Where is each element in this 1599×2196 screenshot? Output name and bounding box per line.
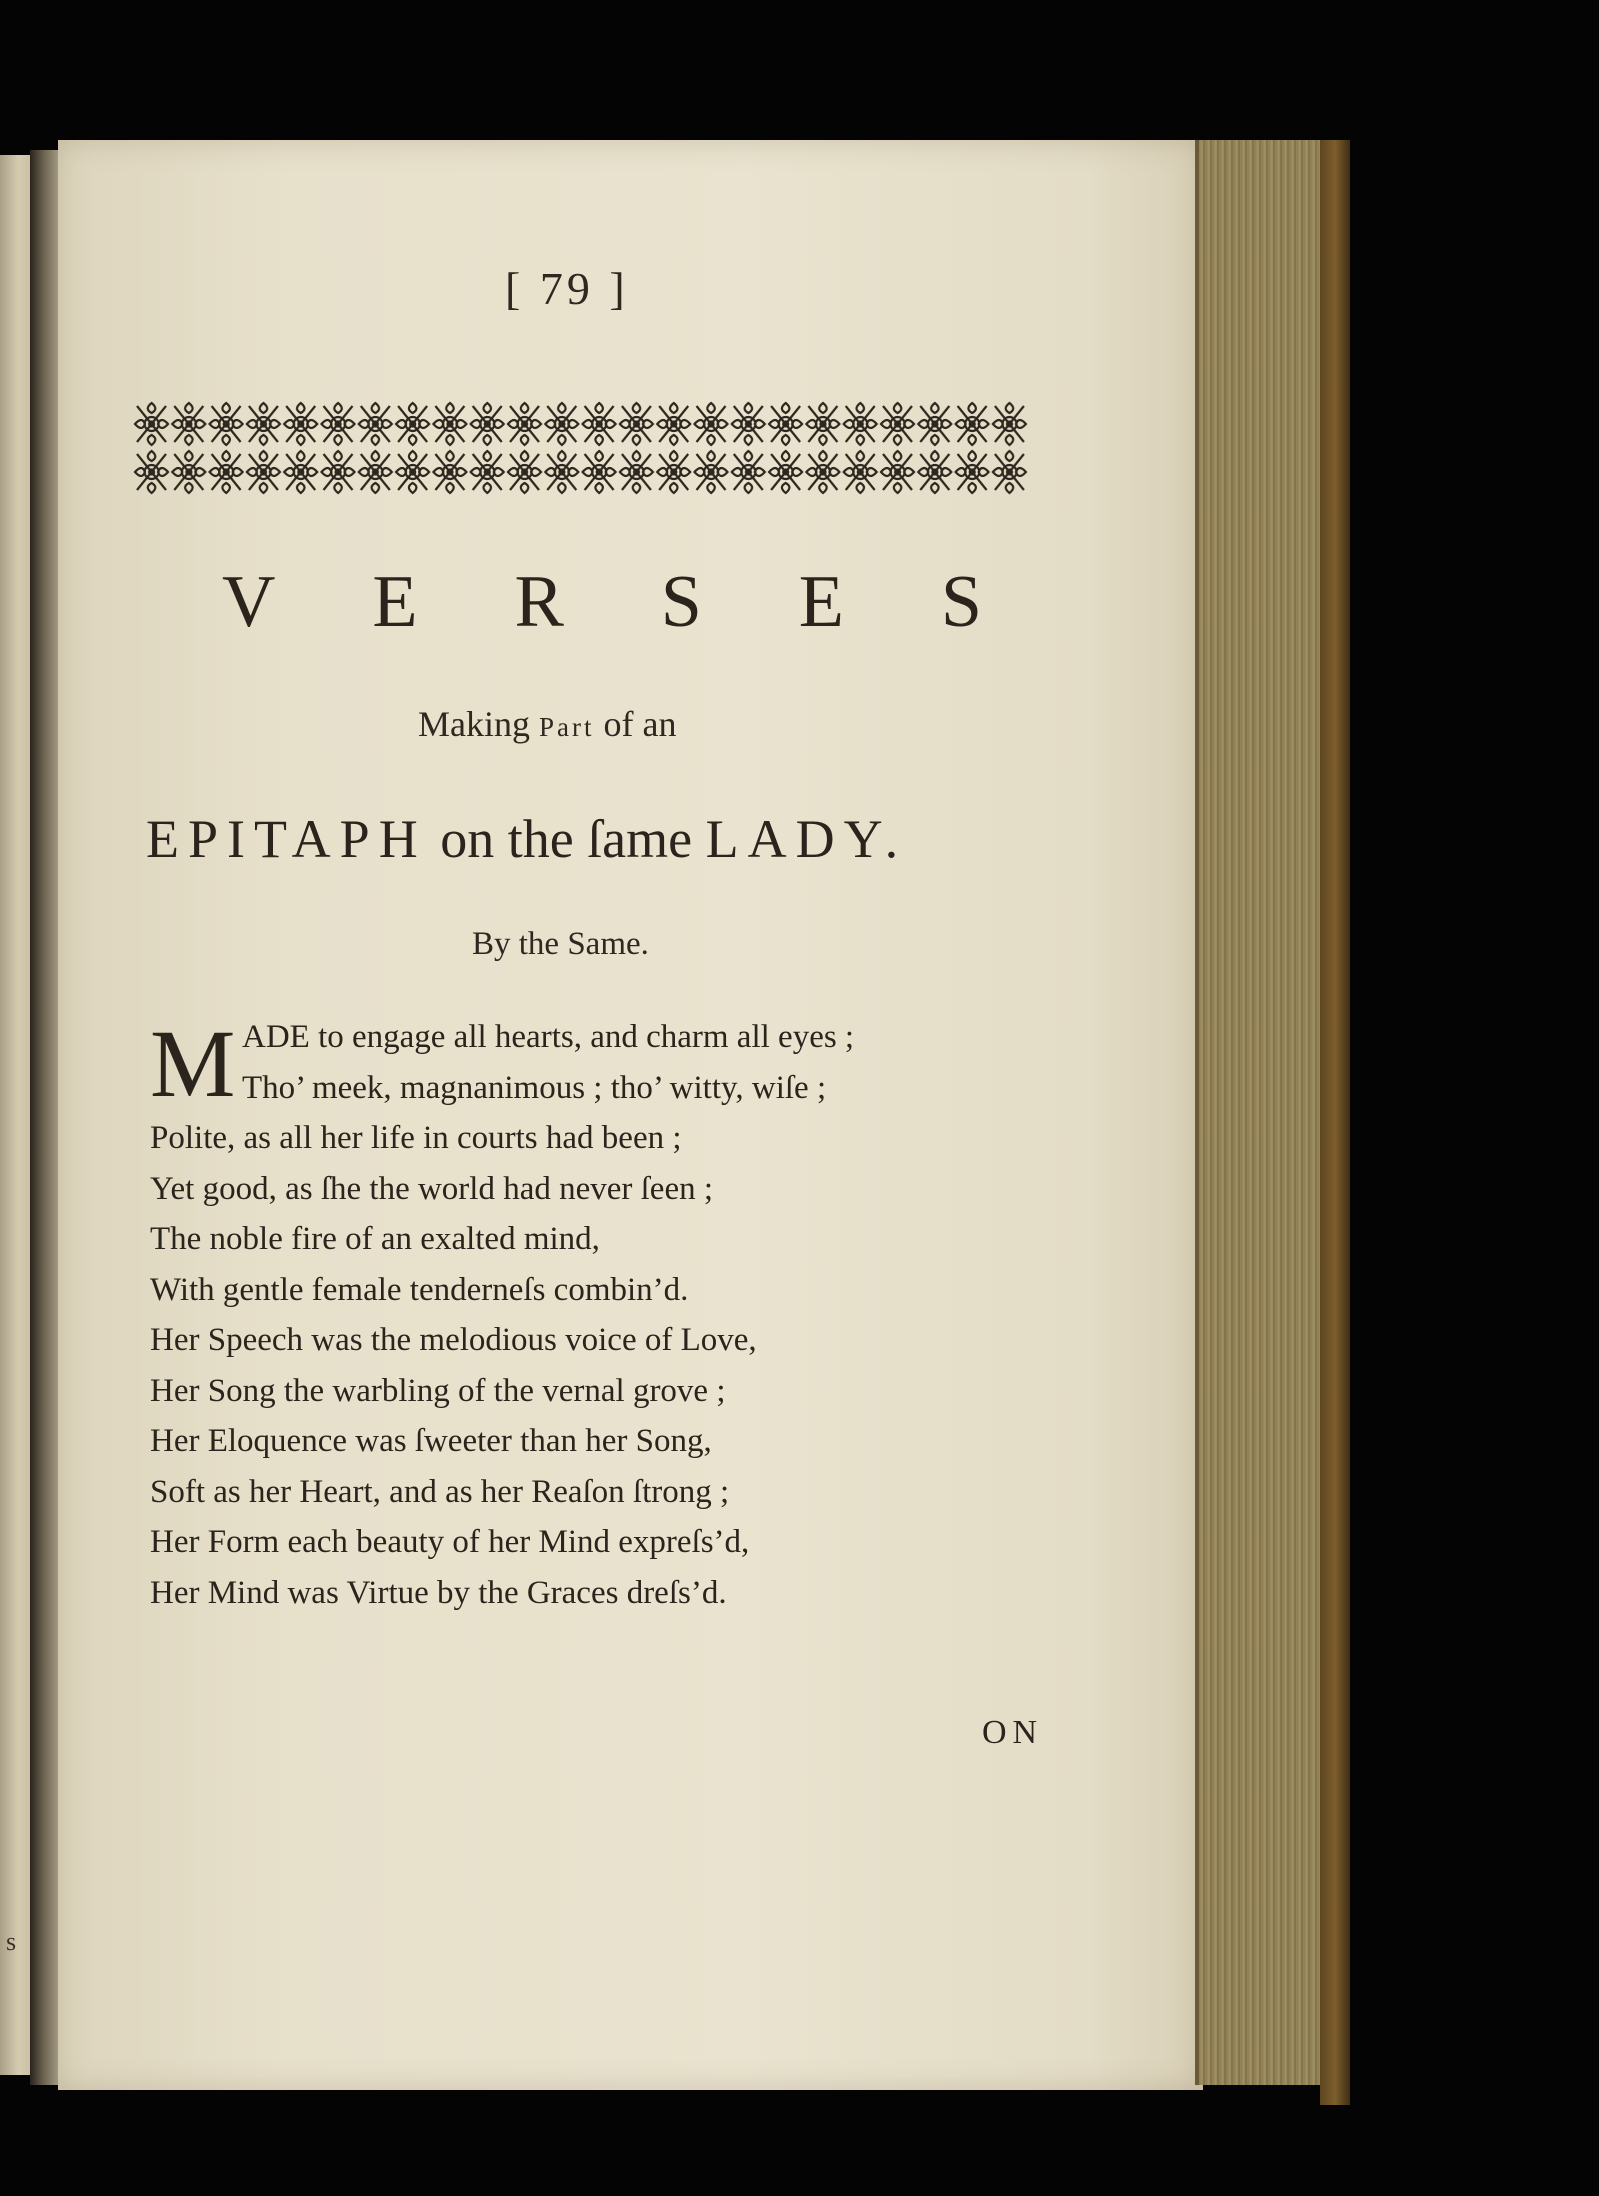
poem-line: Polite, as all her life in courts had been ;: [150, 1120, 682, 1156]
byline: By the Same.: [472, 926, 649, 962]
poem-line: With gentle female tenderneſs combin’d.: [150, 1271, 689, 1308]
poem-line: Tho’ meek, magnanimous ; tho’ witty, wiſe ;: [242, 1069, 827, 1106]
subtitle: [418, 703, 676, 745]
poem-line: ADE to engage all hearts, and charm all eyes ;: [242, 1019, 855, 1055]
main-title: [222, 560, 982, 645]
title-letter: E: [372, 561, 418, 643]
subtitle-small-caps: Part: [539, 712, 595, 742]
epitaph-title: [146, 808, 907, 870]
poem-line: Her Song the warbling of the vernal grove ;: [150, 1372, 726, 1409]
epitaph-word: EPITAPH: [146, 809, 427, 869]
poem-line: Yet good, as ſhe the world had never ſeen ;: [150, 1170, 714, 1207]
epitaph-lady: LADY.: [705, 809, 908, 869]
poem-line: The noble fire of an exalted mind,: [150, 1221, 600, 1257]
poem-line: Her Speech was the melodious voice of Love,: [150, 1322, 757, 1358]
title-letter: E: [798, 561, 844, 643]
ornament-band: [133, 400, 1028, 496]
poem-line: Her Form each beauty of her Mind expreſs’d,: [150, 1524, 750, 1560]
poem-line: Her Eloquence was ſweeter than her Song,: [150, 1423, 712, 1459]
catchword: ON: [982, 1714, 1044, 1751]
subtitle-text-end: of an: [594, 704, 677, 744]
page-block-edge: [1195, 140, 1339, 2085]
book-cover-edge: [1320, 140, 1350, 2105]
title-letter: S: [940, 561, 982, 643]
subtitle-text: Making: [418, 704, 539, 744]
poem-line: Her Mind was Virtue by the Graces dreſs’d.: [150, 1574, 727, 1611]
poem: [150, 1012, 1030, 1618]
previous-page-text-fragment: s: [6, 1927, 17, 1956]
page-number: [ 79 ]: [505, 263, 629, 314]
title-letter: S: [660, 561, 702, 643]
title-letter: R: [514, 561, 564, 643]
drop-cap: M: [150, 1010, 236, 1117]
poem-line: Soft as her Heart, and as her Reaſon ſtrong ;: [150, 1473, 730, 1510]
epitaph-middle: on the ſame: [426, 809, 706, 869]
title-letter: V: [222, 561, 276, 643]
